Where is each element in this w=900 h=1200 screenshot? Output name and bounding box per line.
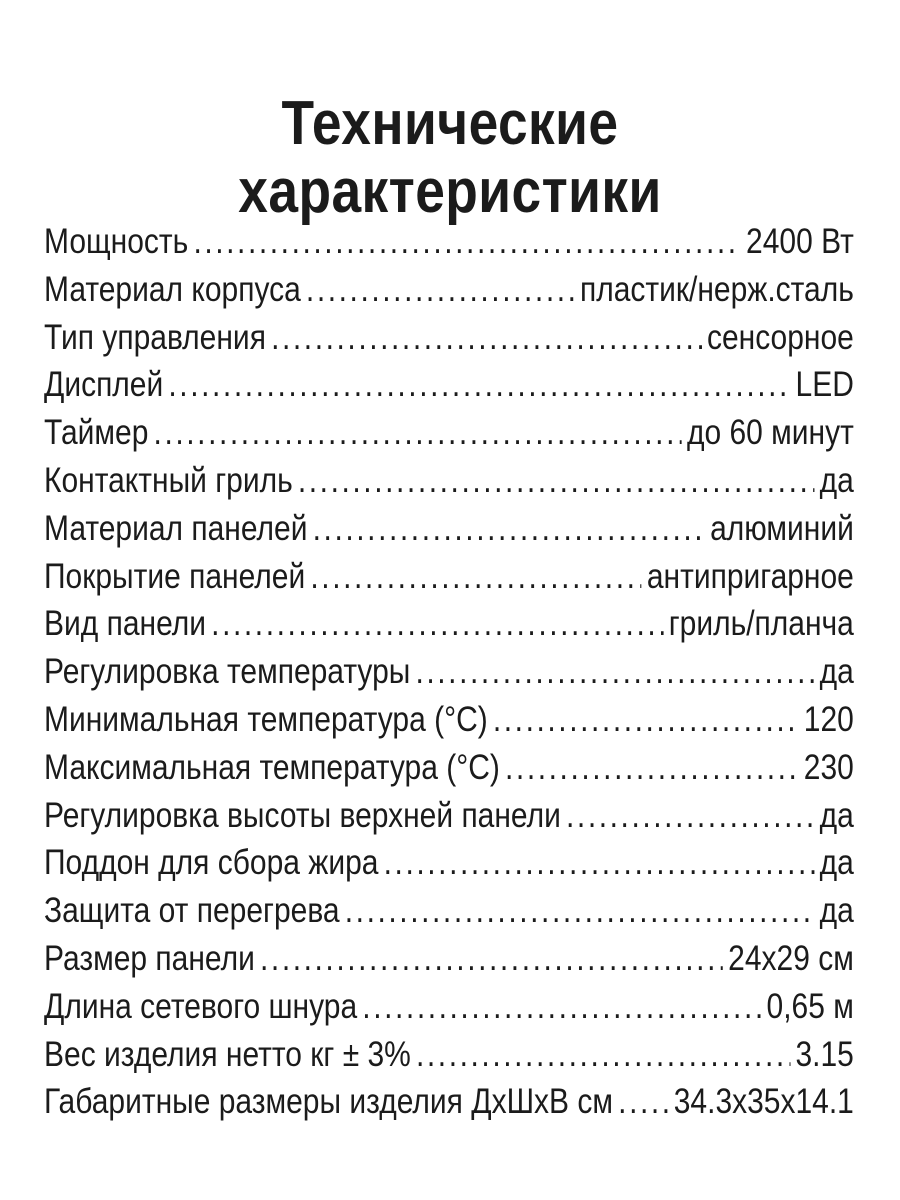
dot-leader [313,505,705,553]
spec-row-cord-length [44,983,854,1031]
spec-row-dimensions [44,1078,854,1126]
spec-row-body-material [44,266,854,314]
dot-leader [310,553,641,601]
spec-row-display [44,361,854,409]
spec-row-drip-tray [44,839,854,887]
dot-leader [415,648,814,696]
dot-leader [493,696,799,744]
spec-label: Материал панелей [44,508,308,548]
spec-label: Контактный гриль [44,460,293,500]
spec-label: Размер панели [44,938,255,978]
spec-label: Дисплей [44,365,164,405]
spec-label: Мощность [44,222,189,261]
spec-value: 24х29 см [728,938,854,978]
dot-leader [168,361,790,409]
dot-leader [271,314,702,362]
dot-leader [416,1031,790,1079]
spec-value: LED [795,365,854,405]
dot-leader [298,457,815,505]
spec-label: Регулировка температуры [44,652,411,692]
spec-row-overheat-protection [44,887,854,935]
dot-leader [566,792,815,840]
spec-row-top-plate-height [44,792,854,840]
spec-value: антипригарное [646,556,854,596]
spec-label: Покрытие панелей [44,556,306,596]
spec-value: да [819,891,854,931]
spec-row-plate-type [44,600,854,648]
dot-leader [362,983,761,1031]
spec-label: Максимальная температура (°С) [44,747,500,787]
spec-value: гриль/планча [668,604,854,644]
spec-value: 3.15 [795,1034,854,1074]
spec-label: Защита от перегрева [44,891,340,931]
spec-label: Вид панели [44,604,207,644]
spec-value: да [819,795,854,835]
spec-label: Материал корпуса [44,269,301,309]
spec-row-power [44,218,854,266]
page-title-line-2: характеристики [238,156,662,226]
spec-row-temperature-control [44,648,854,696]
spec-label: Минимальная температура (°С) [44,699,488,739]
page-title-line-1: Технические [281,88,619,158]
spec-label: Регулировка высоты верхней панели [44,795,561,835]
dot-leader [384,839,815,887]
spec-value: 0,65 м [766,986,854,1026]
dot-leader [505,744,799,792]
spec-row-plate-material [44,505,854,553]
dot-leader [260,935,723,983]
dot-leader [345,887,815,935]
dot-leader [154,409,682,457]
spec-label: Тип управления [44,317,266,357]
dot-leader [618,1078,668,1126]
spec-label: Габаритные размеры изделия ДхШхВ см [44,1082,614,1122]
spec-row-control-type [44,314,854,362]
spec-row-plate-size [44,935,854,983]
spec-label: Поддон для сбора жира [44,843,379,883]
spec-value: алюминий [710,508,854,548]
spec-row-max-temperature [44,744,854,792]
spec-value: да [819,843,854,883]
spec-value: да [819,460,854,500]
dot-leader [306,266,575,314]
spec-label: Таймер [44,413,149,453]
spec-row-plate-coating [44,553,854,601]
spec-value: сенсорное [706,317,854,357]
spec-label: Длина сетевого шнура [44,986,358,1026]
spec-label: Вес изделия нетто кг ± 3% [44,1034,411,1074]
dot-leader [193,218,740,266]
spec-value: 230 [803,747,854,787]
spec-row-net-weight [44,1031,854,1079]
spec-value: пластик/нерж.сталь [579,269,854,309]
spec-value: да [819,652,854,692]
dot-leader [211,600,663,648]
spec-row-contact-grill [44,457,854,505]
page-title [63,90,837,226]
spec-value: 34.3х35х14.1 [673,1082,854,1122]
spec-value: 120 [803,699,854,739]
spec-row-timer [44,409,854,457]
spec-list [44,218,854,1126]
spec-value: до 60 минут [686,413,854,453]
spec-value: 2400 Вт [746,222,854,261]
spec-row-min-temperature [44,696,854,744]
